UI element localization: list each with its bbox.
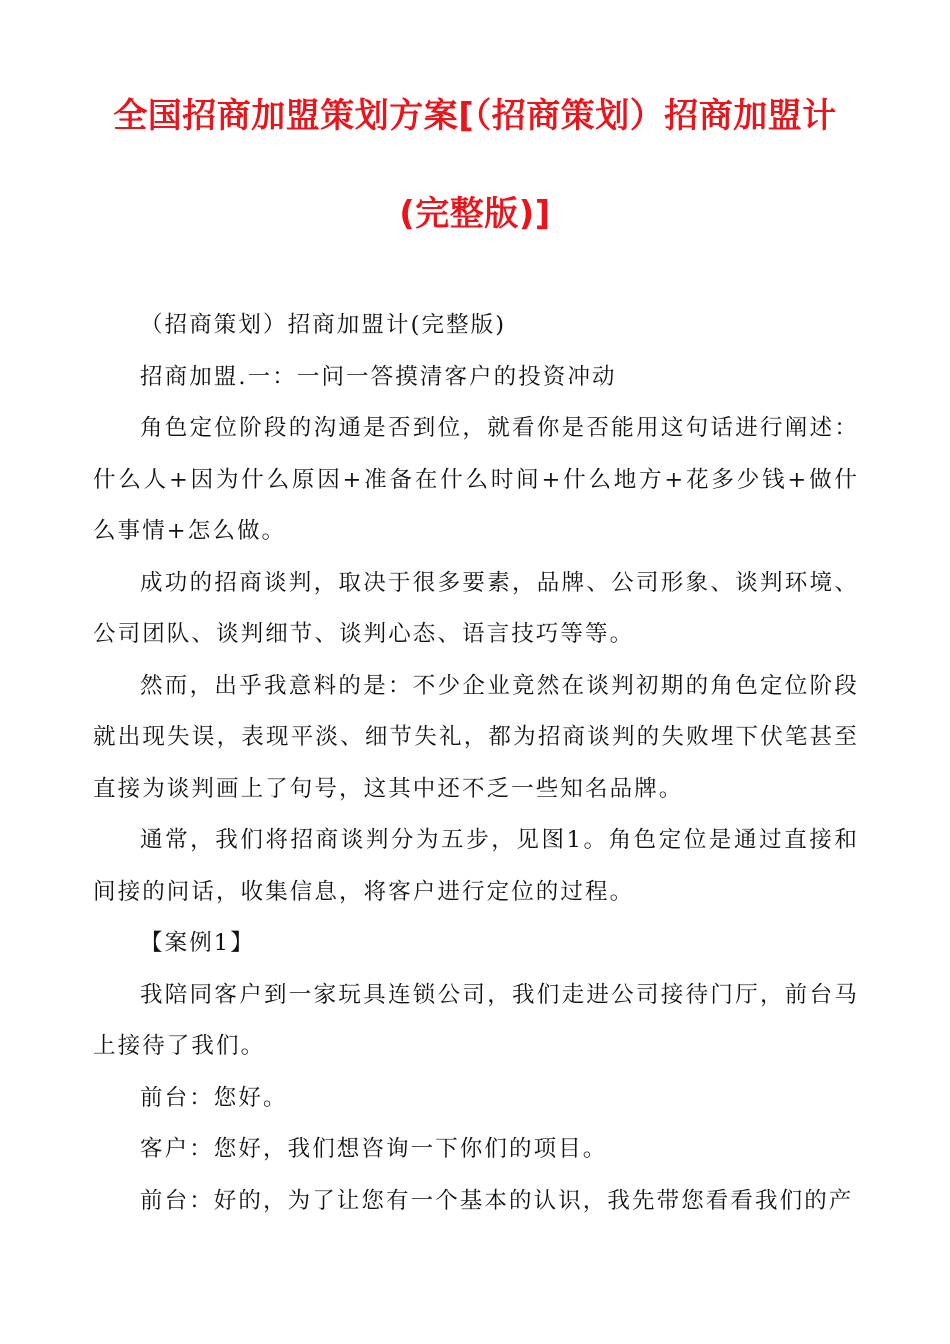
paragraph: 然而，出乎我意料的是：不少企业竟然在谈判初期的角色定位阶段就出现失误，表现平淡、细节失礼，都为招商谈判的失败埋下伏笔甚至直接为谈判画上了句号，这其中还不乏一些知名品牌。 — [93, 672, 859, 802]
document-title-line-1: 全国招商加盟策划方案[（招商策划）招商加盟计 — [113, 96, 837, 136]
paragraph: 我陪同客户到一家玩具连锁公司，我们走进公司接待门厅，前台马上接待了我们。 — [93, 981, 859, 1059]
paragraph: 成功的招商谈判，取决于很多要素，品牌、公司形象、谈判环境、公司团队、谈判细节、谈判心态、语言技巧等等。 — [93, 569, 859, 647]
paragraph-case-label: 【案例1】 — [140, 930, 255, 956]
paragraph-subtitle: （招商策划）招商加盟计(完整版) — [140, 312, 507, 338]
dialogue-line: 前台：您好。 — [140, 1084, 288, 1111]
paragraph: 通常，我们将招商谈判分为五步，见图1。角色定位是通过直接和间接的问话，收集信息，将客户进行定位的过程。 — [93, 827, 859, 905]
dialogue-line: 前台：好的，为了让您有一个基本的认识，我先带您看看我们的产 — [140, 1187, 854, 1214]
document-body — [93, 300, 859, 1227]
document-title-line-2: (完整版)] — [399, 194, 551, 234]
paragraph-section-heading: 招商加盟.一：一问一答摸清客户的投资冲动 — [140, 363, 617, 390]
paragraph: 角色定位阶段的沟通是否到位，就看你是否能用这句话进行阐述：什么人+因为什么原因+准备在什么时间+什么地方+花多少钱+做什么事情+怎么做。 — [93, 415, 859, 544]
dialogue-line: 客户：您好，我们想咨询一下你们的项目。 — [140, 1136, 608, 1162]
